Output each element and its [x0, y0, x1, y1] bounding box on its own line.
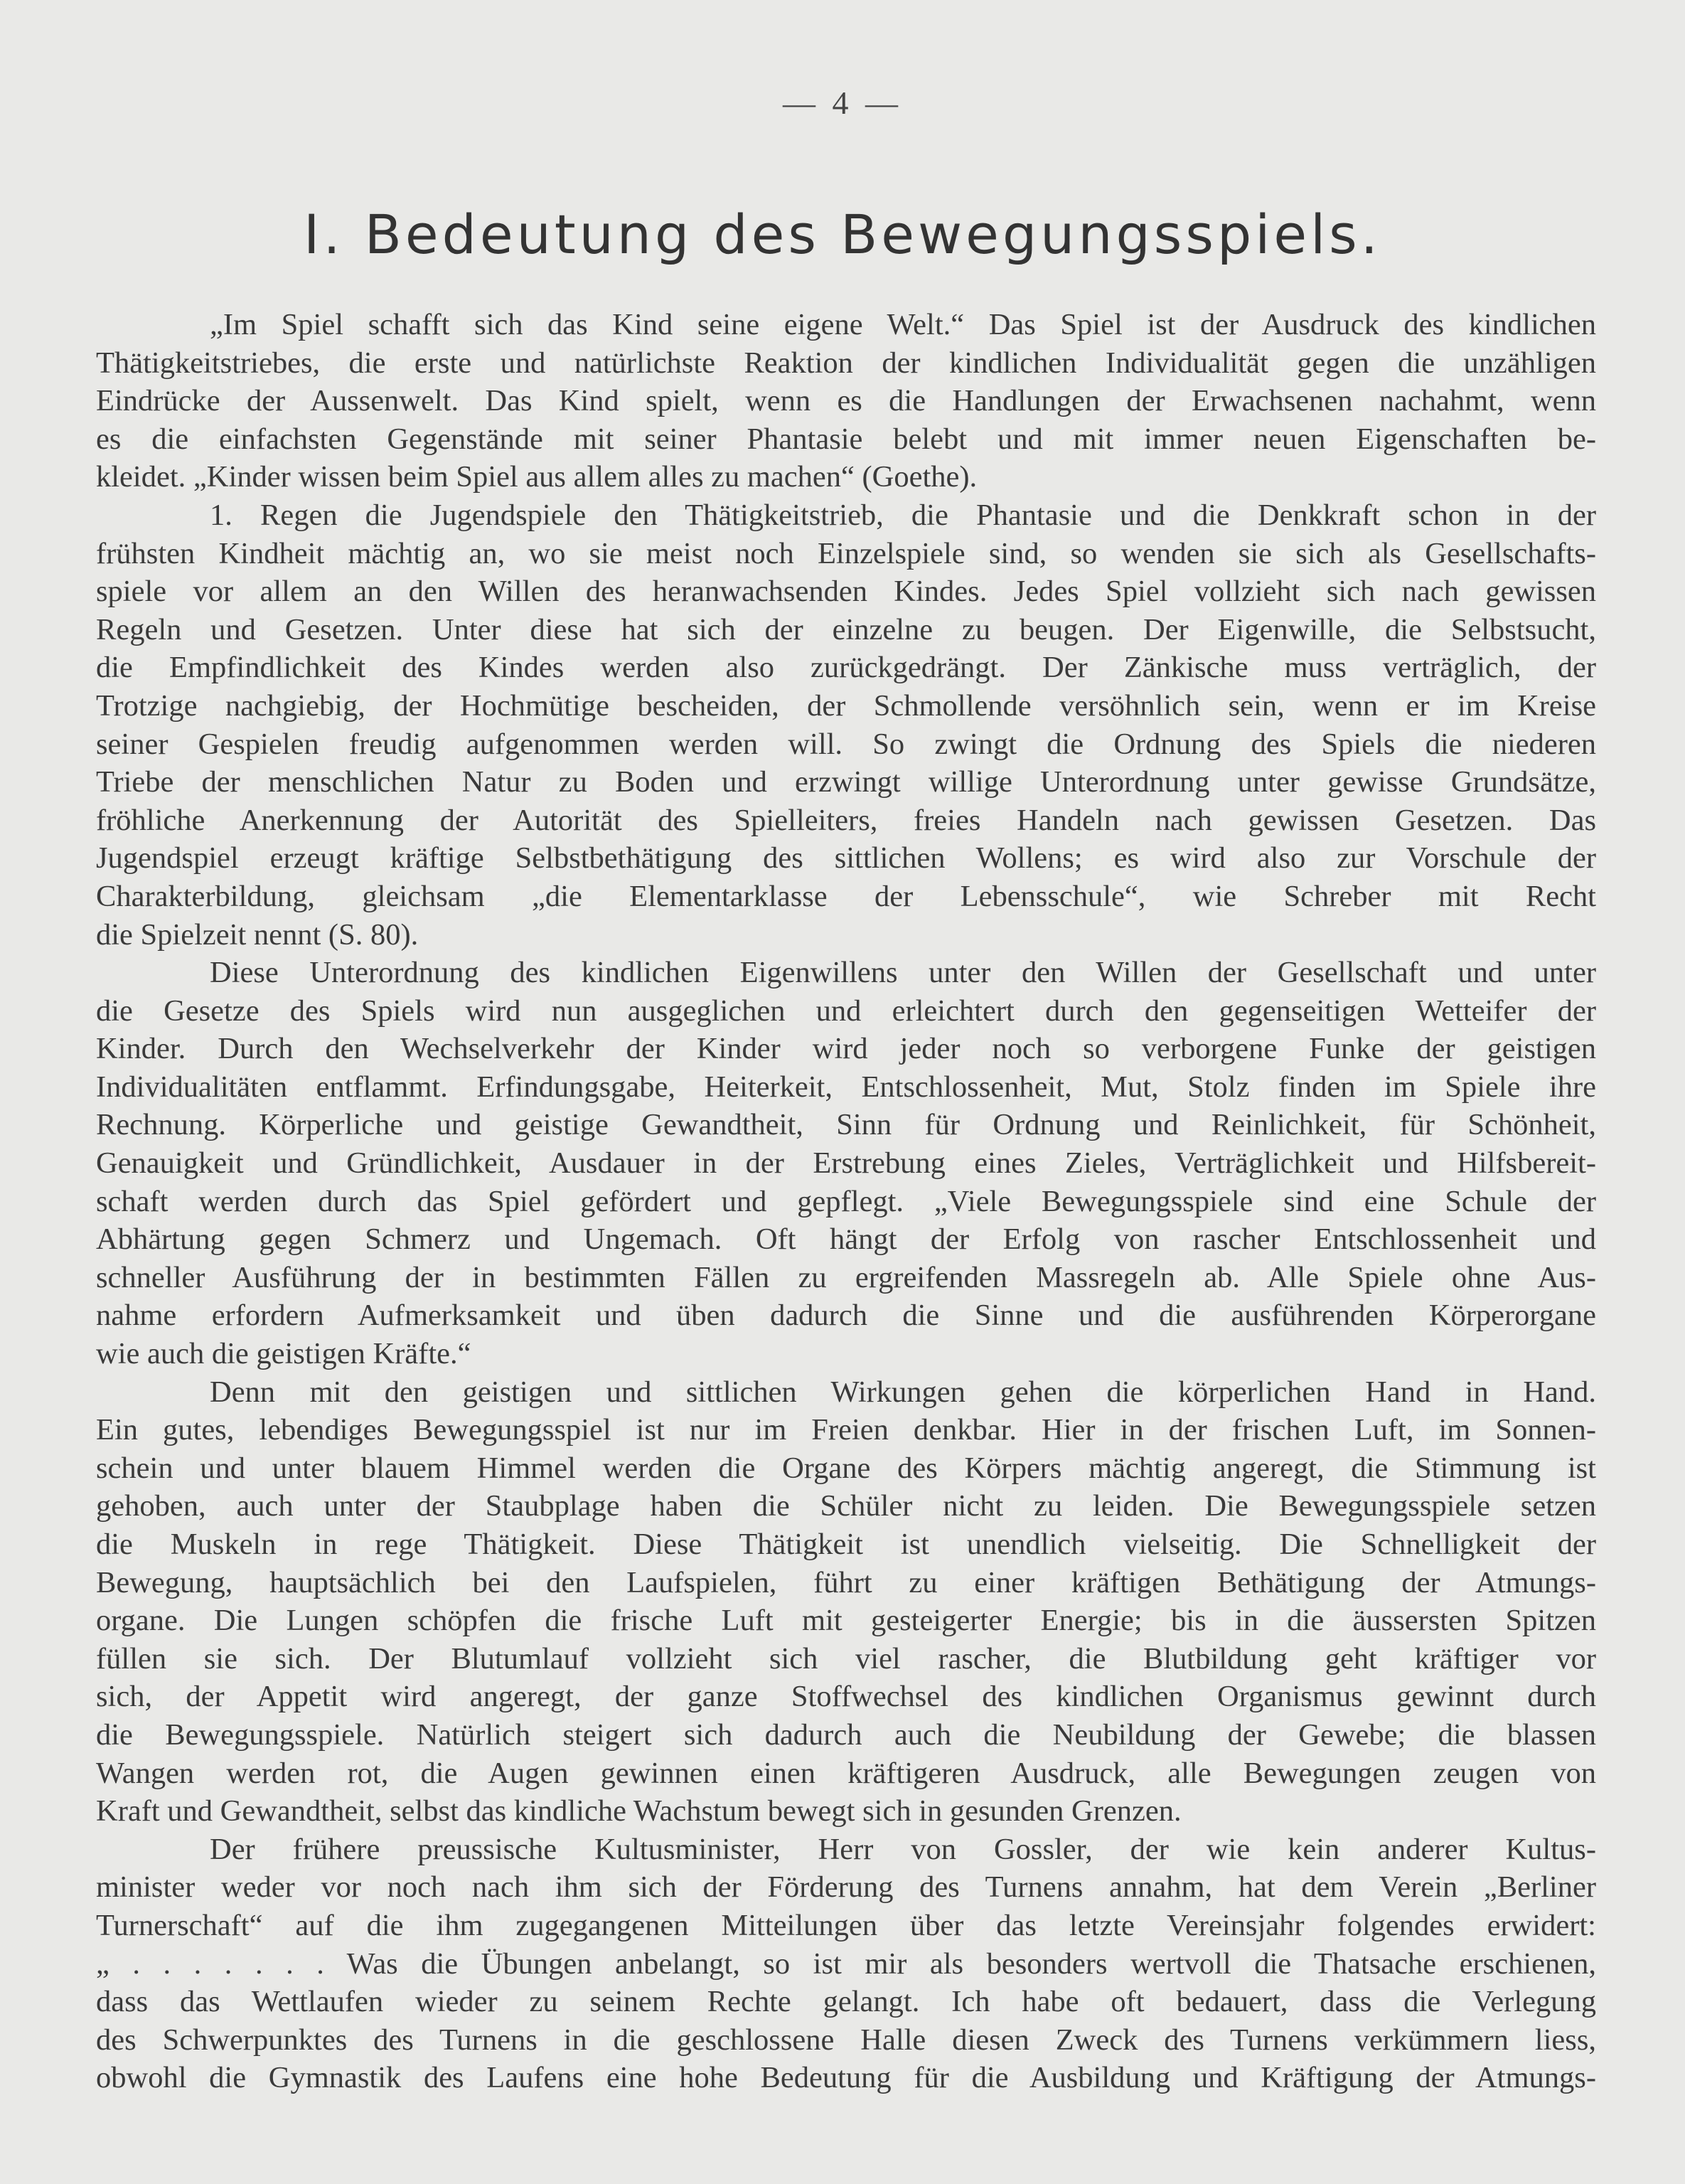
text-line: Jugendspiel erzeugt kräftige Selbstbethätigung des sittlichen Wollens; es wird also zur Vorschule der	[96, 841, 1596, 875]
text-line: Kinder. Durch den Wechselverkehr der Kinder wird jeder noch so verborgene Funke der geistigen	[96, 1032, 1596, 1066]
page-number: — 4 —	[783, 85, 902, 121]
text-line: seiner Gespielen freudig aufgenommen werden will. So zwingt die Ordnung des Spiels die niederen	[96, 727, 1596, 761]
text-line: wie auch die geistigen Kräfte.“	[96, 1337, 471, 1371]
text-line: des Schwerpunktes des Turnens in die geschlossene Halle diesen Zweck des Turnens verkümmern liess,	[96, 2023, 1596, 2057]
text-line: es die einfachsten Gegenstände mit seiner Phantasie belebt und mit immer neuen Eigenschaften be-	[96, 422, 1596, 456]
section-heading: I. Bedeutung des Bewegungsspiels.	[304, 203, 1381, 266]
text-line: frühsten Kindheit mächtig an, wo sie meist noch Einzelspiele sind, so wenden sie sich als Gesellschafts-	[96, 536, 1596, 570]
text-line: Der frühere preussische Kultusminister, Herr von Gossler, der wie kein anderer Kultus-	[210, 1832, 1596, 1866]
text-line: Abhärtung gegen Schmerz und Ungemach. Oft hängt der Erfolg von rascher Entschlossenheit und	[96, 1222, 1596, 1257]
text-line: spiele vor allem an den Willen des heranwachsenden Kindes. Jedes Spiel vollzieht sich nach gewissen	[96, 575, 1596, 609]
text-line: die Empfindlichkeit des Kindes werden also zurückgedrängt. Der Zänkische muss verträglich, der	[96, 651, 1596, 685]
text-line: füllen sie sich. Der Blutumlauf vollzieht sich viel rascher, die Blutbildung geht kräftiger vor	[96, 1641, 1596, 1676]
text-line: fröhliche Anerkennung der Autorität des Spielleiters, freies Handeln nach gewissen Gesetzen. Das	[96, 803, 1596, 837]
text-line: organe. Die Lungen schöpfen die frische Luft mit gesteigerter Energie; bis in die äussersten Spitzen	[96, 1604, 1596, 1638]
text-line: Triebe der menschlichen Natur zu Boden und erzwingt willige Unterordnung unter gewisse Grundsätze,	[96, 765, 1596, 799]
text-line: Kraft und Gewandtheit, selbst das kindliche Wachstum bewegt sich in gesunden Grenzen.	[96, 1794, 1182, 1828]
text-line: Rechnung. Körperliche und geistige Gewandtheit, Sinn für Ordnung und Reinlichkeit, für Schönheit,	[96, 1108, 1596, 1142]
text-line: dass das Wettlaufen wieder zu seinem Rechte gelangt. Ich habe oft bedauert, dass die Verlegung	[96, 1985, 1596, 2019]
text-line: obwohl die Gymnastik des Laufens eine hohe Bedeutung für die Ausbildung und Kräftigung der Atmungs-	[96, 2061, 1596, 2095]
text-line: Individualitäten entflammt. Erfindungsgabe, Heiterkeit, Entschlossenheit, Mut, Stolz finden im Spiele ihre	[96, 1070, 1596, 1104]
text-line: die Bewegungsspiele. Natürlich steigert sich dadurch auch die Neubildung der Gewebe; die blassen	[96, 1717, 1596, 1752]
text-line: Thätigkeitstriebes, die erste und natürlichste Reaktion der kindlichen Individualität gegen die unzähligen	[96, 346, 1596, 380]
text-line: Denn mit den geistigen und sittlichen Wirkungen gehen die körperlichen Hand in Hand.	[210, 1375, 1596, 1409]
text-line: sich, der Appetit wird angeregt, der ganze Stoffwechsel des kindlichen Organismus gewinnt durch	[96, 1680, 1596, 1714]
text-line: nahme erfordern Aufmerksamkeit und üben dadurch die Sinne und die ausführenden Körperorgane	[96, 1299, 1596, 1333]
text-line: Charakterbildung, gleichsam „die Elementarklasse der Lebensschule“, wie Schreber mit Recht	[96, 879, 1596, 913]
text-line: Diese Unterordnung des kindlichen Eigenwillens unter den Willen der Gesellschaft und unter	[210, 956, 1596, 990]
text-line: „Im Spiel schafft sich das Kind seine eigene Welt.“ Das Spiel ist der Ausdruck des kindlichen	[210, 308, 1596, 341]
body-text	[96, 306, 1596, 2097]
text-line: Eindrücke der Aussenwelt. Das Kind spielt, wenn es die Handlungen der Erwachsenen nachahmt, wenn	[96, 384, 1596, 418]
text-line: Trotzige nachgiebig, der Hochmütige bescheiden, der Schmollende versöhnlich sein, wenn er im Kreise	[96, 688, 1596, 723]
text-line: schneller Ausführung der in bestimmten Fällen zu ergreifenden Massregeln ab. Alle Spiele ohne Aus-	[96, 1260, 1596, 1294]
text-line: die Spielzeit nennt (S. 80).	[96, 917, 419, 952]
text-line: Turnerschaft“ auf die ihm zugegangenen Mitteilungen über das letzte Vereinsjahr folgendes erwidert:	[96, 1908, 1596, 1942]
text-line: minister weder vor noch nach ihm sich der Förderung des Turnens annahm, hat dem Verein „Berliner	[96, 1870, 1596, 1905]
text-line: die Gesetze des Spiels wird nun ausgeglichen und erleichtert durch den gegenseitigen Wetteifer der	[96, 994, 1596, 1028]
text-line: Bewegung, hauptsächlich bei den Laufspielen, führt zu einer kräftigen Bethätigung der Atmungs-	[96, 1565, 1596, 1599]
text-line: Wangen werden rot, die Augen gewinnen einen kräftigeren Ausdruck, alle Bewegungen zeugen von	[96, 1756, 1596, 1790]
text-line: Regeln und Gesetzen. Unter diese hat sich der einzelne zu beugen. Der Eigenwille, die Selbstsucht,	[96, 612, 1596, 646]
text-line: schaft werden durch das Spiel gefördert und gepflegt. „Viele Bewegungsspiele sind eine Schule der	[96, 1184, 1596, 1218]
text-line: Ein gutes, lebendiges Bewegungsspiel ist nur im Freien denkbar. Hier in der frischen Luft, im Sonnen-	[96, 1413, 1596, 1447]
text-line: schein und unter blauem Himmel werden die Organe des Körpers mächtig angeregt, die Stimmung ist	[96, 1451, 1596, 1485]
text-line: kleidet. „Kinder wissen beim Spiel aus allem alles zu machen“ (Goethe).	[96, 460, 978, 494]
text-line: gehoben, auch unter der Staubplage haben die Schüler nicht zu leiden. Die Bewegungsspiele setzen	[96, 1489, 1596, 1523]
text-line: die Muskeln in rege Thätigkeit. Diese Thätigkeit ist unendlich vielseitig. Die Schnelligkeit der	[96, 1528, 1596, 1561]
text-line: Genauigkeit und Gründlichkeit, Ausdauer in der Erstrebung eines Zieles, Verträglichkeit und Hilfsbereit-	[96, 1146, 1596, 1181]
text-line: „ . . . . . . . Was die Übungen anbelangt, so ist mir als besonders wertvoll die Thatsache erschienen,	[96, 1946, 1596, 1981]
text-line: 1. Regen die Jugendspiele den Thätigkeitstrieb, die Phantasie und die Denkkraft schon in der	[210, 498, 1596, 532]
